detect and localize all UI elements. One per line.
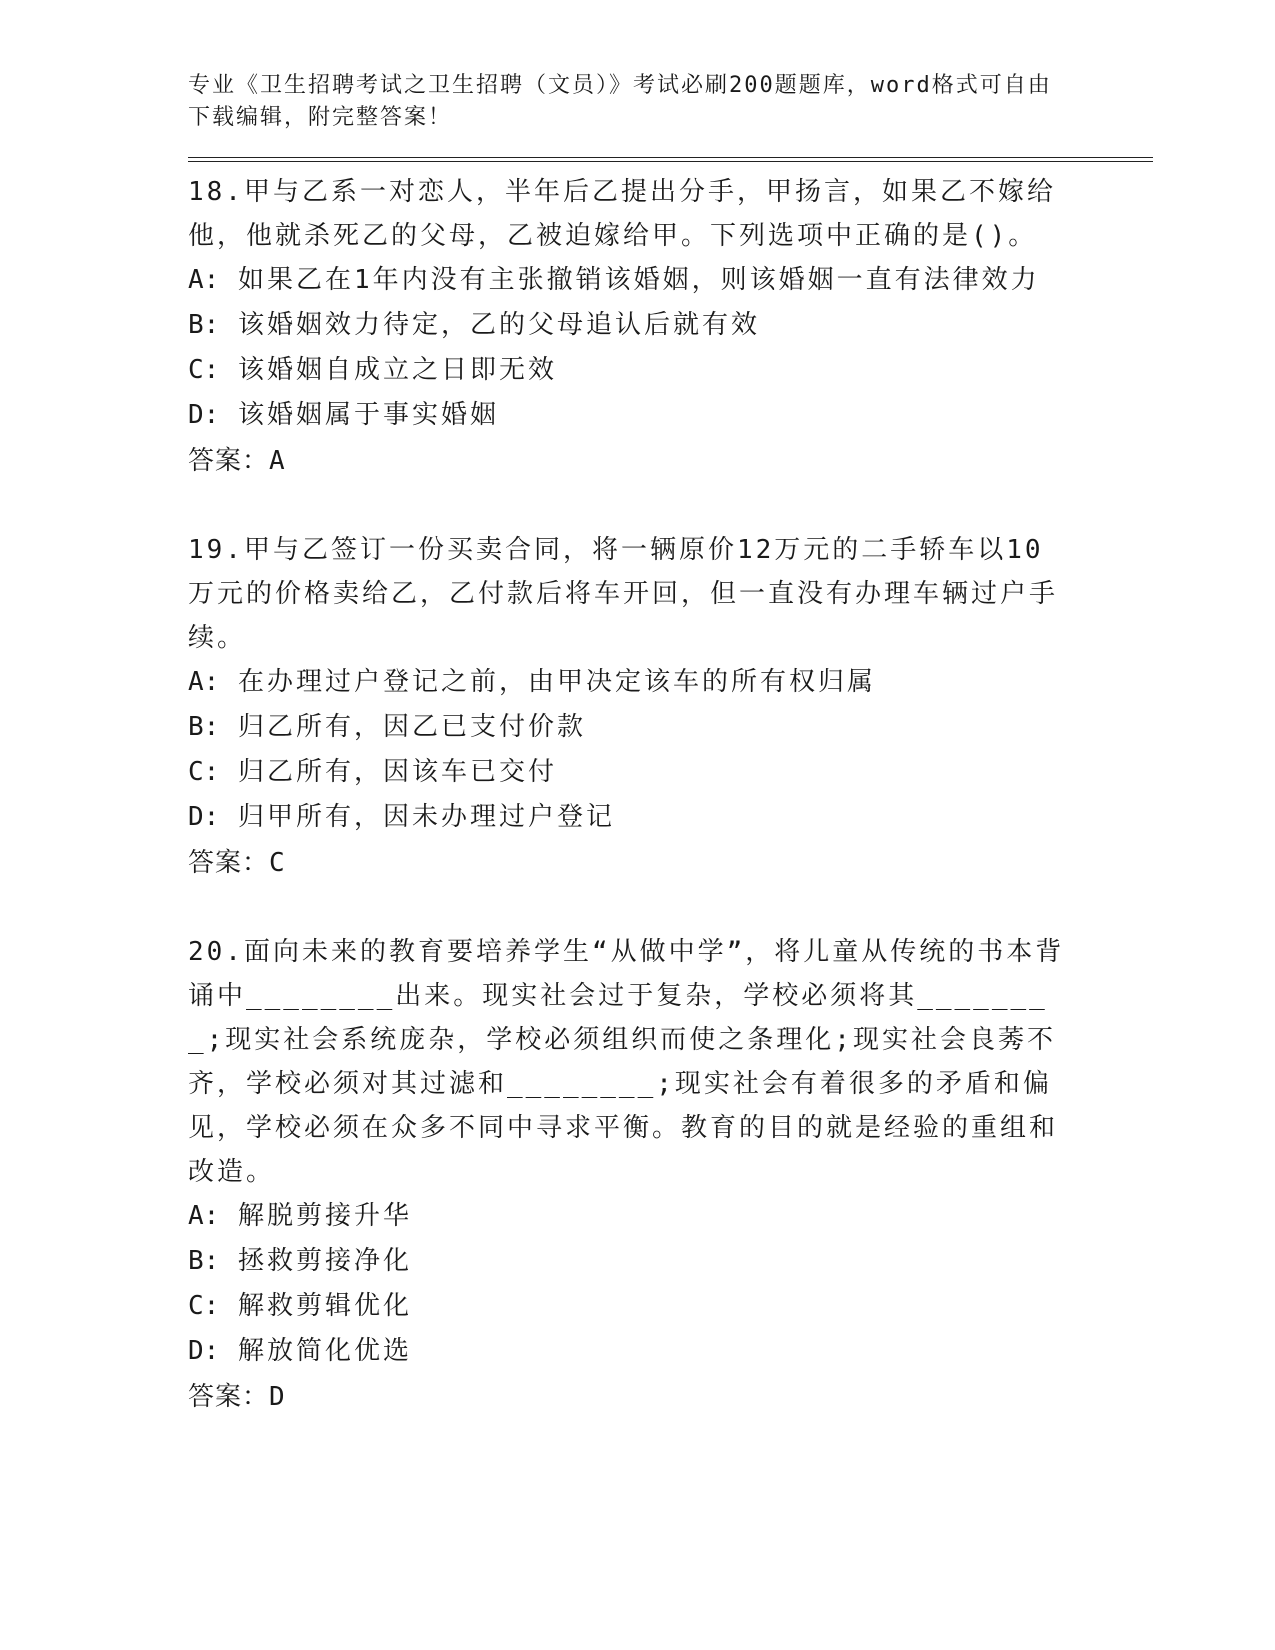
document-header: 专业《卫生招聘考试之卫生招聘（文员）》考试必刷200题题库，word格式可自由下载编辑，附完整答案！: [188, 73, 1052, 130]
option-text: 该婚姻效力待定，乙的父母追认后就有效: [237, 310, 760, 340]
question-stem: 19.甲与乙签订一份买卖合同，将一辆原价12万元的二手轿车以10万元的价格卖给乙，乙付款后将车开回，但一直没有办理车辆过户手续。: [188, 535, 1059, 653]
option-letter: B:: [188, 1246, 220, 1276]
option-c: [188, 1284, 1153, 1329]
option-c: [188, 348, 1153, 393]
option-text: 解放简化优选: [237, 1336, 412, 1366]
option-text: 该婚姻自成立之日即无效: [237, 355, 557, 385]
answer-line: [188, 840, 1153, 886]
question-20: [188, 930, 1153, 1420]
question-stem: 20.面向未来的教育要培养学生“从做中学”，将儿童从传统的书本背诵中________出来。现实社会过于复杂，学校必须将其________;现实社会系统庞杂，学校必须组织而使之条理化;现实社会良莠不齐，学校必须对其过滤和________;现实社会有着很多的矛盾和偏见，学校必须在众多不同中寻求平衡。教育的目的就是经验的重组和改造。: [188, 937, 1065, 1187]
option-letter: A:: [188, 265, 220, 295]
option-text: 该婚姻属于事实婚姻: [237, 400, 499, 430]
option-letter: C:: [188, 1291, 220, 1321]
question-18: [188, 170, 1153, 484]
option-text: 归乙所有，因该车已交付: [237, 757, 557, 787]
option-text: 解救剪辑优化: [237, 1291, 412, 1321]
option-d: [188, 795, 1153, 840]
option-text: 拯救剪接净化: [237, 1246, 412, 1276]
option-text: 归乙所有，因乙已支付价款: [237, 712, 586, 742]
option-text: 在办理过户登记之前，由甲决定该车的所有权归属: [237, 667, 876, 697]
option-c: [188, 750, 1153, 795]
option-letter: D:: [188, 802, 220, 832]
answer-label: 答案：: [188, 848, 270, 878]
divider-line-thick: [188, 157, 1153, 158]
option-b: [188, 303, 1153, 348]
answer-value: A: [269, 446, 286, 476]
option-letter: D:: [188, 400, 220, 430]
option-letter: B:: [188, 712, 220, 742]
option-letter: A:: [188, 1201, 220, 1231]
option-letter: C:: [188, 355, 220, 385]
question-19: [188, 528, 1153, 886]
option-a: [188, 258, 1153, 303]
answer-value: C: [269, 848, 286, 878]
option-letter: D:: [188, 1336, 220, 1366]
option-text: 归甲所有，因未办理过户登记: [237, 802, 615, 832]
document-page: [188, 70, 1153, 1420]
option-b: [188, 1239, 1153, 1284]
divider-line-thin: [188, 161, 1153, 162]
option-d: [188, 393, 1153, 438]
answer-value: D: [269, 1382, 286, 1412]
answer-line: [188, 1374, 1153, 1420]
header-divider: [188, 157, 1153, 162]
option-a: [188, 1194, 1153, 1239]
question-stem: 18.甲与乙系一对恋人，半年后乙提出分手，甲扬言，如果乙不嫁给他，他就杀死乙的父母，乙被迫嫁给甲。下列选项中正确的是()。: [188, 177, 1056, 251]
answer-label: 答案：: [188, 446, 270, 476]
option-letter: A:: [188, 667, 220, 697]
option-a: [188, 660, 1153, 705]
option-text: 如果乙在1年内没有主张撤销该婚姻，则该婚姻一直有法律效力: [237, 265, 1040, 295]
option-d: [188, 1329, 1153, 1374]
option-letter: B:: [188, 310, 220, 340]
option-b: [188, 705, 1153, 750]
answer-label: 答案：: [188, 1382, 270, 1412]
answer-line: [188, 438, 1153, 484]
option-letter: C:: [188, 757, 220, 787]
option-text: 解脱剪接升华: [237, 1201, 412, 1231]
